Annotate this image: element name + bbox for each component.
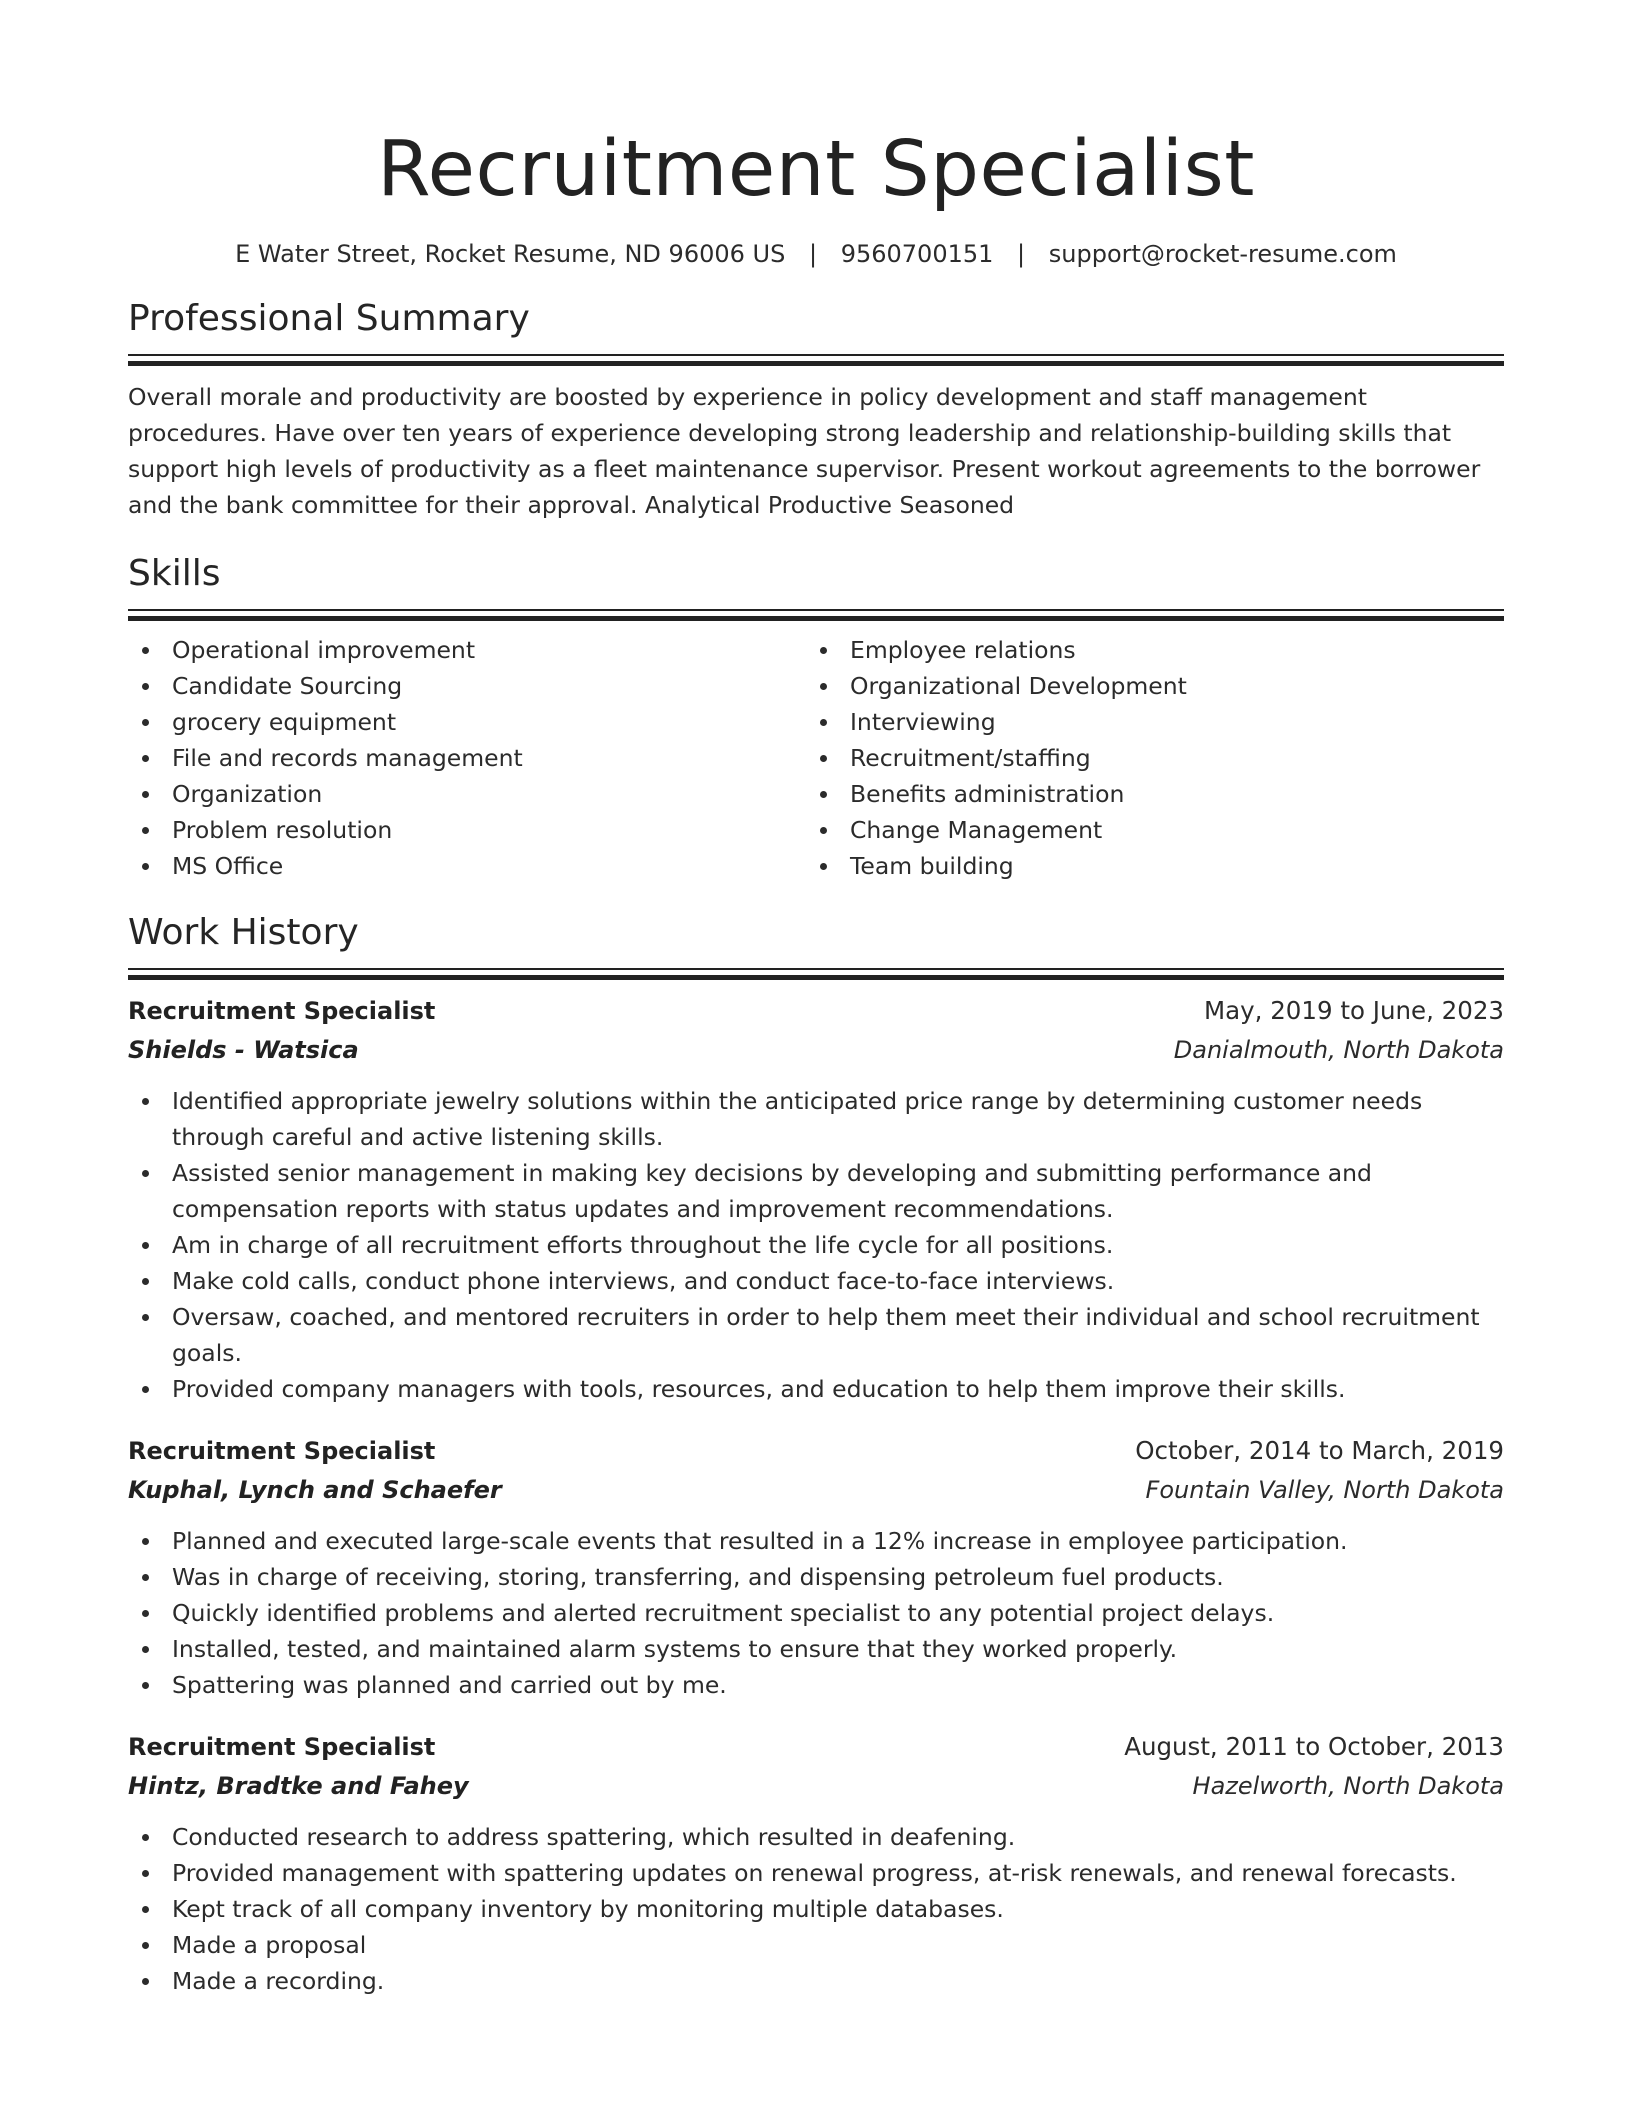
job-bullet: Kept track of all company inventory by monitoring multiple databases. [128, 1891, 1504, 1927]
job-bullets [128, 1819, 1504, 1999]
job-bullet: Installed, tested, and maintained alarm systems to ensure that they worked properly. [128, 1631, 1504, 1667]
job-bullet: Identified appropriate jewelry solutions within the anticipated price range by determining customer needs through careful and active listening skills. [128, 1083, 1504, 1155]
skill-item: Candidate Sourcing [128, 668, 806, 704]
job-location: Fountain Valley, North Dakota [1145, 1476, 1504, 1504]
job-location: Danialmouth, North Dakota [1173, 1036, 1504, 1064]
skill-item: Problem resolution [128, 812, 806, 848]
job-location: Hazelworth, North Dakota [1192, 1772, 1504, 1800]
job-entry [128, 991, 1504, 1407]
skill-item: Organization [128, 776, 806, 812]
job-header-row [128, 1431, 1504, 1471]
job-title: Recruitment Specialist [128, 997, 436, 1025]
job-company: Hintz, Bradtke and Fahey [128, 1772, 469, 1800]
job-bullet: Provided company managers with tools, resources, and education to help them improve their skills. [128, 1371, 1504, 1407]
job-bullets [128, 1083, 1504, 1407]
job-title: Recruitment Specialist [128, 1437, 436, 1465]
contact-phone: 9560700151 [840, 240, 994, 268]
contact-separator: | [1017, 240, 1026, 268]
contact-email: support@rocket-resume.com [1048, 240, 1397, 268]
skill-item: Recruitment/staffing [806, 740, 1484, 776]
contact-separator: | [808, 240, 818, 268]
section-divider [128, 354, 1504, 367]
job-bullet: Make cold calls, conduct phone interviews, and conduct face-to-face interviews. [128, 1263, 1504, 1299]
job-bullet: Provided management with spattering updates on renewal progress, at-risk renewals, and renewal forecasts. [128, 1855, 1504, 1891]
job-bullet: Planned and executed large-scale events that resulted in a 12% increase in employee participation. [128, 1523, 1504, 1559]
section-divider [128, 968, 1504, 981]
skill-item: grocery equipment [128, 704, 806, 740]
contact-address: E Water Street, Rocket Resume, ND 96006 US [235, 240, 786, 268]
skill-item: Interviewing [806, 704, 1484, 740]
job-company: Kuphal, Lynch and Schaefer [128, 1476, 502, 1504]
summary-text: Overall morale and productivity are boosted by experience in policy development and staff management procedures. Have over ten years of experience developing strong leadership and relationship-building skills that support high levels of productivity as a fleet maintenance supervisor. Present workout agreements to the borrower and the bank committee for their approval. Analytical Productive Seasoned [128, 383, 1481, 519]
summary-section [128, 296, 1504, 523]
job-entry [128, 1727, 1504, 1999]
job-company-row [128, 1767, 1504, 1805]
section-title-work-history: Work History [128, 912, 359, 953]
job-company-row [128, 1031, 1504, 1069]
job-bullet: Oversaw, coached, and mentored recruiters in order to help them meet their individual and school recruitment goals. [128, 1299, 1504, 1371]
skill-item: MS Office [128, 848, 806, 884]
job-bullet: Am in charge of all recruitment efforts throughout the life cycle for all positions. [128, 1227, 1504, 1263]
skills-section [128, 551, 1504, 884]
skill-item: Organizational Development [806, 668, 1484, 704]
job-dates: October, 2014 to March, 2019 [1135, 1436, 1504, 1465]
job-bullet: Assisted senior management in making key decisions by developing and submitting performance and compensation reports with status updates and improvement recommendations. [128, 1155, 1504, 1227]
skills-list-right [806, 632, 1484, 884]
skill-item: Benefits administration [806, 776, 1484, 812]
job-bullet: Made a recording. [128, 1963, 1504, 1999]
work-history-section [128, 910, 1504, 1999]
skill-item: Team building [806, 848, 1484, 884]
resume-page [128, 0, 1504, 1999]
resume-name-title: Recruitment Specialist [377, 125, 1255, 214]
job-entry [128, 1431, 1504, 1703]
section-title-summary: Professional Summary [128, 298, 530, 339]
job-bullets [128, 1523, 1504, 1703]
job-header-row [128, 1727, 1504, 1767]
job-bullet: Spattering was planned and carried out by me. [128, 1667, 1504, 1703]
contact-line [128, 238, 1504, 270]
section-title-skills: Skills [128, 553, 221, 594]
job-dates: August, 2011 to October, 2013 [1124, 1732, 1504, 1761]
job-bullet: Conducted research to address spattering, which resulted in deafening. [128, 1819, 1504, 1855]
job-dates: May, 2019 to June, 2023 [1203, 996, 1504, 1025]
job-bullet: Made a proposal [128, 1927, 1504, 1963]
skills-grid [128, 632, 1504, 884]
job-company-row [128, 1471, 1504, 1509]
job-company: Shields - Watsica [128, 1036, 359, 1064]
job-header-row [128, 991, 1504, 1031]
skill-item: Employee relations [806, 632, 1484, 668]
job-bullet: Quickly identified problems and alerted recruitment specialist to any potential project delays. [128, 1595, 1504, 1631]
skills-list-left [128, 632, 806, 884]
skill-item: File and records management [128, 740, 806, 776]
job-bullet: Was in charge of receiving, storing, transferring, and dispensing petroleum fuel products. [128, 1559, 1504, 1595]
job-title: Recruitment Specialist [128, 1733, 436, 1761]
skill-item: Operational improvement [128, 632, 806, 668]
section-divider [128, 609, 1504, 622]
skill-item: Change Management [806, 812, 1484, 848]
